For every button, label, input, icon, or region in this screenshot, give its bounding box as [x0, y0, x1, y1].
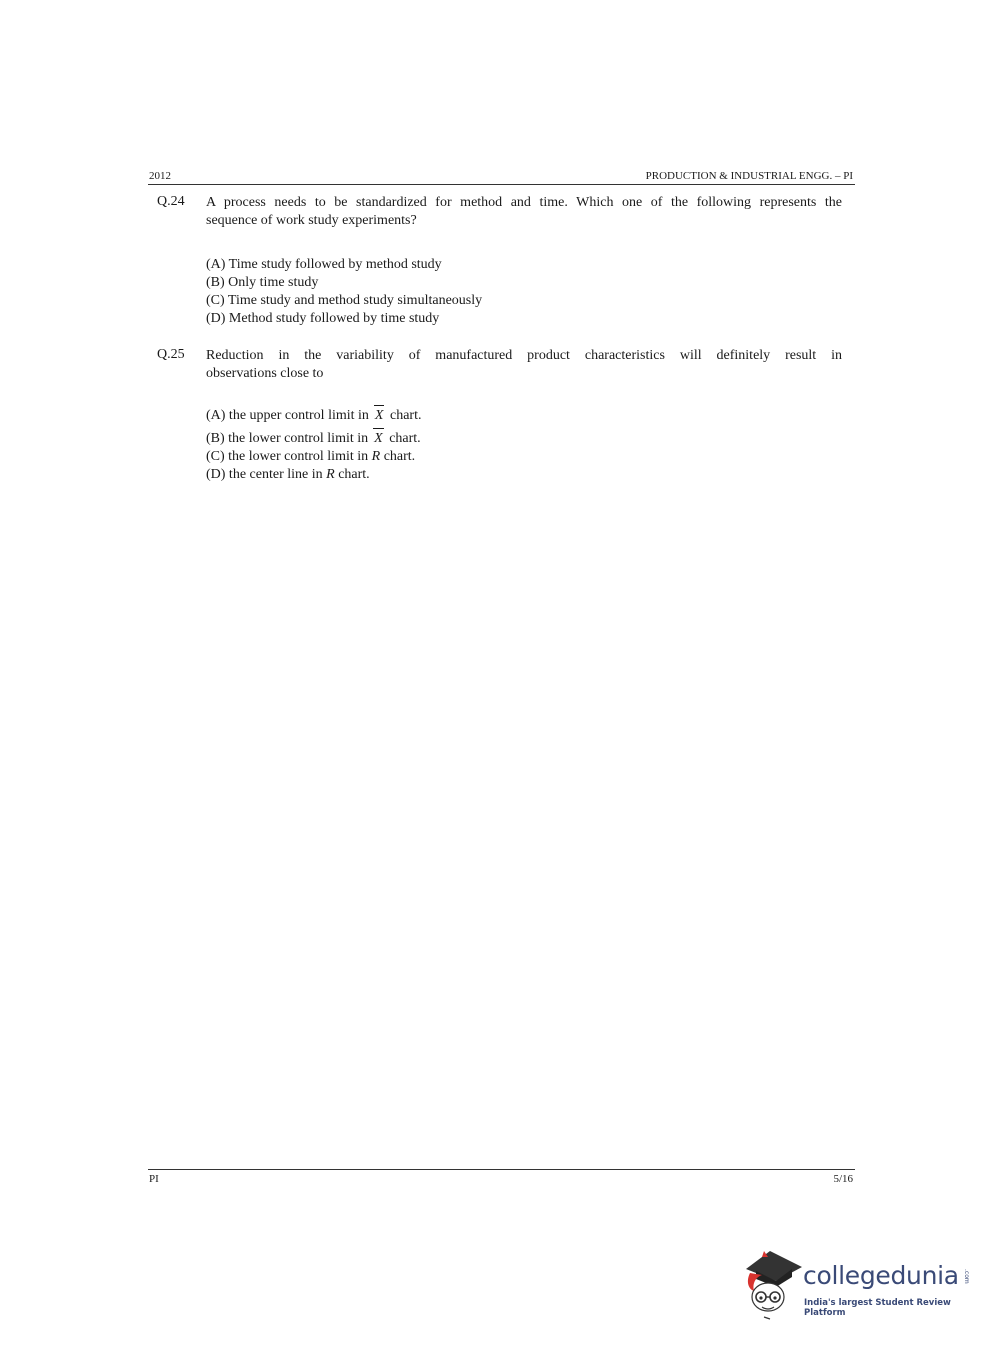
- option-24-d: (D) Method study followed by time study: [206, 311, 440, 326]
- option-25-b-suffix: chart.: [389, 431, 421, 446]
- brand-domain: .com: [963, 1269, 970, 1284]
- question-text-24-line2: sequence of work study experiments?: [206, 213, 417, 228]
- exam-year: 2012: [149, 170, 171, 182]
- paper-title: PRODUCTION & INDUSTRIAL ENGG. – PI: [645, 170, 853, 182]
- brand-name: collegedunia: [803, 1261, 959, 1290]
- x-bar-symbol: X: [374, 408, 384, 423]
- footer-paper-code: PI: [149, 1173, 159, 1185]
- question-text-24-line1: A process needs to be standardized for method and time. Which one of the following represents the: [206, 195, 842, 210]
- question-number-24: Q.24: [157, 194, 185, 209]
- option-25-d-text: (D) the center line in: [206, 467, 323, 482]
- option-25-b-text: (B) the lower control limit in: [206, 431, 369, 446]
- option-25-a-suffix: chart.: [389, 408, 422, 423]
- mascot-icon: [742, 1247, 804, 1322]
- option-25-a-text: (A) the upper control limit in: [206, 408, 369, 423]
- option-25-c: [206, 448, 415, 466]
- footer-rule: [148, 1169, 855, 1170]
- option-25-d-suffix: chart.: [338, 467, 370, 482]
- option-25-c-suffix: chart.: [383, 449, 416, 464]
- question-text-25-line2: observations close to: [206, 366, 324, 381]
- option-24-c: (C) Time study and method study simultaneously: [206, 293, 483, 308]
- r-symbol: R: [326, 467, 335, 482]
- option-25-a: [206, 407, 421, 425]
- header-rule: [148, 184, 855, 185]
- brand-tagline: India's largest Student Review Platform: [804, 1298, 951, 1318]
- option-24-b: (B) Only time study: [206, 275, 319, 290]
- question-text-25-line1: Reduction in the variability of manufactured product characteristics will definitely result in: [206, 348, 842, 363]
- r-symbol: R: [371, 449, 381, 464]
- option-25-c-text: (C) the lower control limit in: [206, 449, 369, 464]
- x-bar-symbol: X: [374, 431, 383, 446]
- option-25-d: [206, 466, 370, 484]
- page-number: 5/16: [833, 1173, 853, 1185]
- collegedunia-watermark: [742, 1247, 972, 1322]
- question-number-25: Q.25: [157, 347, 185, 362]
- option-24-a: (A) Time study followed by method study: [206, 257, 442, 272]
- option-25-b: [206, 430, 421, 448]
